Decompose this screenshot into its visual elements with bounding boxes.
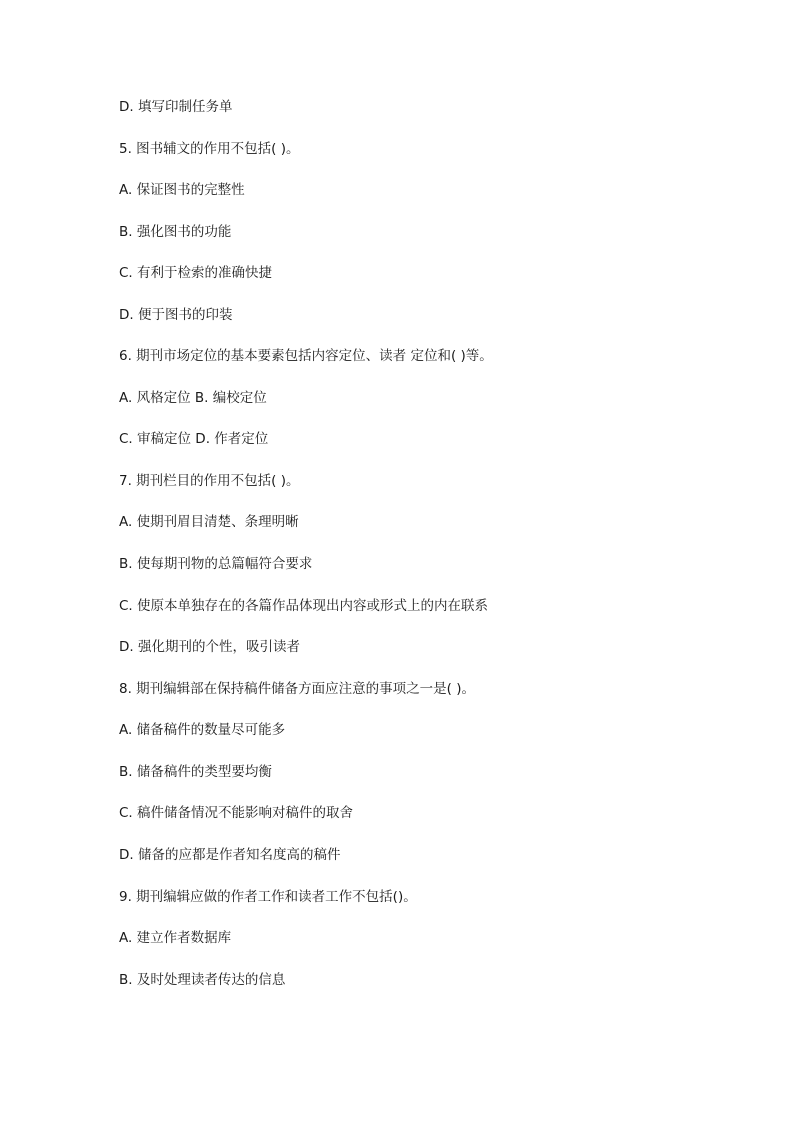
option-7c: C. 使原本单独存在的各篇作品体现出内容或形式上的内在联系 xyxy=(119,598,489,614)
options-6cd: C. 审稿定位 D. 作者定位 xyxy=(119,431,269,447)
question-5: 5. 图书辅文的作用不包括( )。 xyxy=(119,141,300,157)
question-8: 8. 期刊编辑部在保持稿件储备方面应注意的事项之一是( )。 xyxy=(119,681,475,697)
option-9b: B. 及时处理读者传达的信息 xyxy=(119,972,286,988)
question-6: 6. 期刊市场定位的基本要素包括内容定位、读者 定位和( )等。 xyxy=(119,348,493,364)
option-7d: D. 强化期刊的个性，吸引读者 xyxy=(119,639,300,655)
options-6ab: A. 风格定位 B. 编校定位 xyxy=(119,390,267,406)
option-5c: C. 有利于检索的准确快捷 xyxy=(119,265,273,281)
option-5d: D. 便于图书的印装 xyxy=(119,307,233,323)
option-8b: B. 储备稿件的类型要均衡 xyxy=(119,764,272,780)
option-7b: B. 使每期刊物的总篇幅符合要求 xyxy=(119,556,313,572)
option-5b: B. 强化图书的功能 xyxy=(119,224,232,240)
option-8d: D. 储备的应都是作者知名度高的稿件 xyxy=(119,847,341,863)
option-9a: A. 建立作者数据库 xyxy=(119,930,232,946)
question-9: 9. 期刊编辑应做的作者工作和读者工作不包括()。 xyxy=(119,889,417,905)
question-7: 7. 期刊栏目的作用不包括( )。 xyxy=(119,473,300,489)
option-4d: D. 填写印制任务单 xyxy=(119,99,233,115)
option-7a: A. 使期刊眉目清楚、条理明晰 xyxy=(119,514,299,530)
option-8a: A. 储备稿件的数量尽可能多 xyxy=(119,722,286,738)
option-5a: A. 保证图书的完整性 xyxy=(119,182,245,198)
option-8c: C. 稿件储备情况不能影响对稿件的取舍 xyxy=(119,805,354,821)
